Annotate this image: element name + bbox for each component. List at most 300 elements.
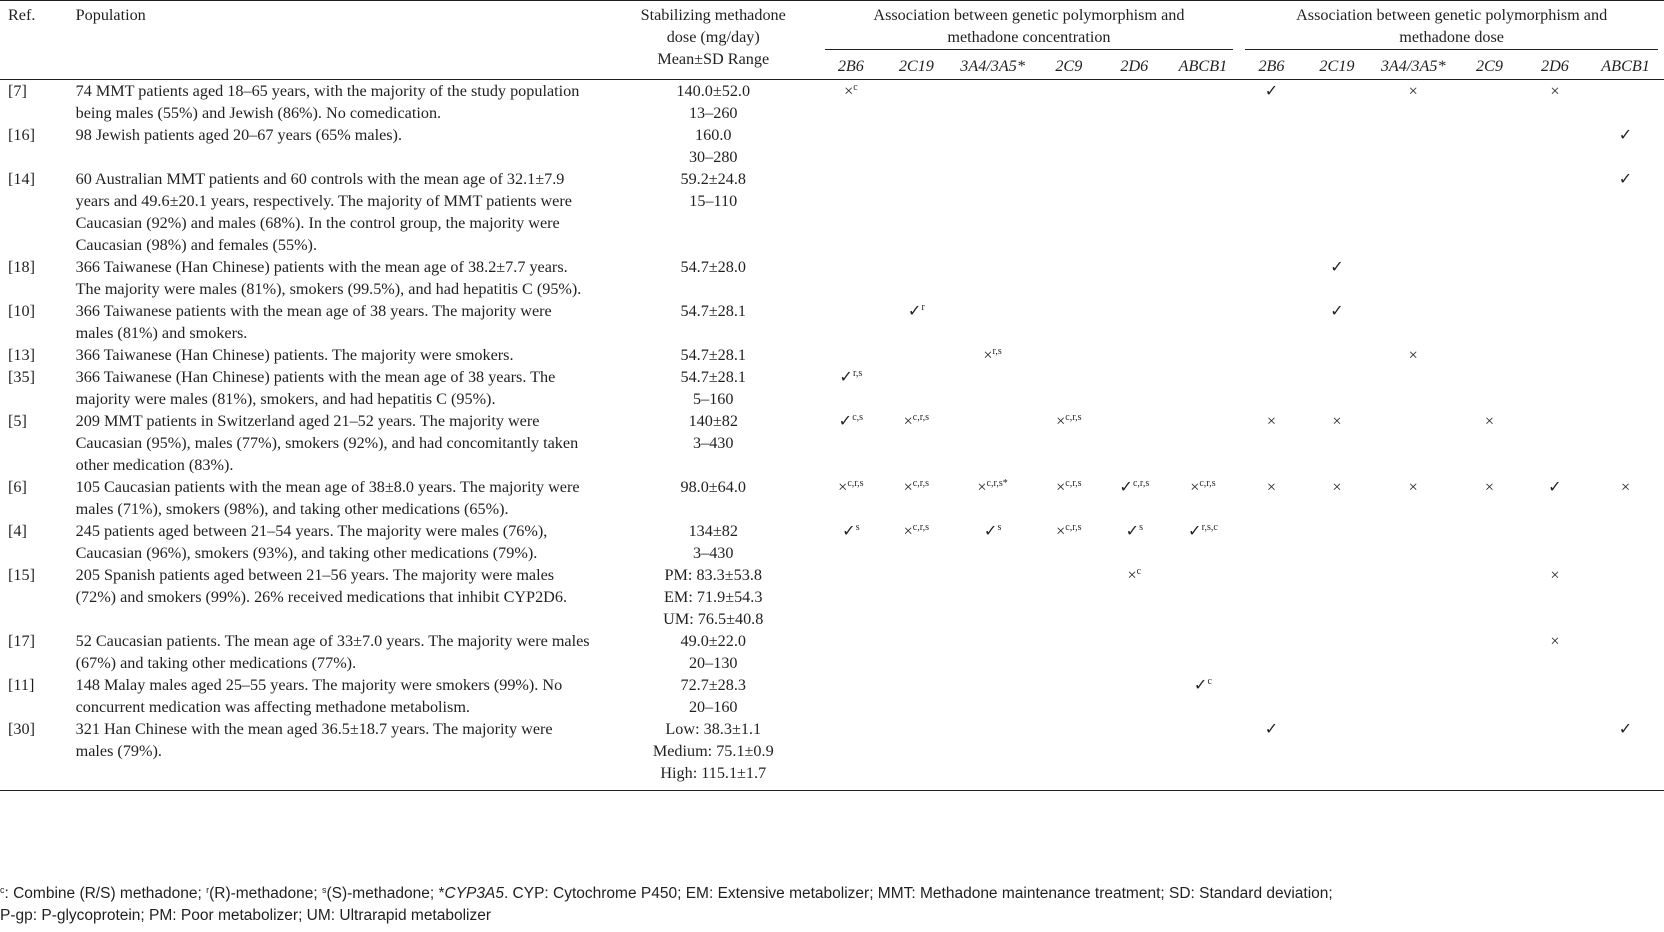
cell-population: 98 Jewish patients aged 20–67 years (65% males). [75,126,402,144]
mark-superscript: c,r,s [1065,412,1082,423]
cell-dose [608,476,819,520]
cell-association [1102,300,1166,344]
cell-association [1587,80,1664,125]
cell-association [950,674,1036,718]
cell-dose [608,520,819,564]
cross-mark: × [1266,478,1277,496]
cell-association [1239,80,1303,125]
cell-dose-line: 134±82 [688,522,738,540]
cell-association [1036,564,1103,630]
cell-association [1587,366,1664,410]
table-row [0,366,1664,410]
cell-association [950,520,1036,564]
table-row [0,476,1664,520]
table-row [0,124,1664,168]
check-mark: ✓ [1618,170,1633,188]
cell-association [1102,256,1166,300]
cell-population: 366 Taiwanese (Han Chinese) patients with the mean age of 38 years. The majority were males (81%), smokers, and had hepatitis C (95%). [75,368,556,408]
check-mark: ✓ [1548,478,1562,496]
cell-dose-line: 54.7±28.1 [680,368,747,386]
cell-association [1304,718,1371,791]
cell-association [1167,256,1240,300]
mark-superscript: c,r,s [912,478,930,489]
check-mark: ✓ [842,522,856,540]
cell-association [1239,410,1303,476]
cell-association [1036,344,1103,366]
table-row [0,674,1664,718]
cross-mark: × [1550,82,1560,100]
mark-superscript: s [855,522,860,533]
cell-dose-line: 140±82 [688,412,738,430]
cell-association [1239,718,1303,791]
cell-association [1587,520,1664,564]
cell-dose-line: 20–160 [688,698,738,716]
check-mark: ✓ [1618,720,1633,738]
cell-association [1523,718,1587,791]
cell-association [1036,410,1103,476]
header-dose [608,1,819,80]
cell-association [1239,520,1303,564]
cell-association [1587,674,1664,718]
cell-association [819,168,883,256]
cell-association [1167,410,1240,476]
footnote-sup: r [206,885,210,895]
cell-association [1036,674,1103,718]
cell-association [1587,300,1664,344]
header-group-line: Association between genetic polymorphism and [1296,6,1608,24]
cell-ref: [4] [8,522,27,540]
cell-dose [608,674,819,718]
header-group-line: Association between genetic polymorphism and [873,6,1185,24]
header-dose-line: Mean±SD Range [657,50,770,68]
cell-association [883,168,950,256]
cell-dose-line: Medium: 75.1±0.9 [652,742,774,760]
cell-association [1523,674,1587,718]
cell-dose-line: 15–110 [689,192,738,210]
cell-association [819,674,883,718]
cell-association [1370,256,1456,300]
cell-dose [608,124,819,168]
cross-mark: × [1332,412,1342,430]
cell-association [1239,630,1303,674]
cell-dose [608,630,819,674]
cross-mark: × [1550,632,1560,650]
cell-population: 60 Australian MMT patients and 60 controls with the mean age of 32.1±7.9 years and 49.6±20.1 years, respectively. The majority of MMT patients were Caucasian (92%) and males (68%). In the control group, the majority were Caucasian (98%) and females (55%). [75,170,572,254]
cell-association [883,80,950,125]
cell-association [950,344,1036,366]
cell-population: 52 Caucasian patients. The mean age of 33±7.0 years. The majority were males (67%) and taking other medications (77%). [75,632,590,672]
mark-superscript: s [997,522,1002,533]
cell-dose-line: 54.7±28.0 [680,258,747,276]
cell-dose-line: 59.2±24.8 [680,170,747,188]
cell-association [1456,168,1523,256]
cell-association [1239,168,1303,256]
cell-population: 366 Taiwanese patients with the mean age of 38 years. The majority were males (81%) and smokers. [75,302,552,342]
check-mark: ✓ [1125,522,1140,540]
cell-association [1370,718,1456,791]
cell-population: 74 MMT patients aged 18–65 years, with the majority of the study population being males (55%) and Jewish (86%). No comedication. [75,82,580,122]
footnote-text: (R)-methadone; [209,885,322,902]
cross-mark: × [983,346,993,364]
cell-ref: [15] [8,566,35,584]
cell-association [1456,300,1523,344]
mark-superscript: c [1207,676,1212,687]
cell-dose-line: 49.0±22.0 [680,632,747,650]
cell-dose [608,256,819,300]
check-mark: ✓ [1330,302,1344,320]
mark-superscript: c,r,s [847,478,864,489]
cross-mark: × [1484,478,1495,496]
cell-association [1167,718,1240,791]
cell-association [1370,168,1456,256]
cell-association [1370,124,1456,168]
cell-dose-line: 54.7±28.1 [680,302,747,320]
cross-mark: × [1056,412,1066,430]
cell-association [1456,256,1523,300]
mark-superscript: r,s [853,368,863,379]
cell-association [1167,124,1240,168]
cell-association [1102,168,1166,256]
cell-association [950,476,1036,520]
cell-association [1370,476,1456,520]
cell-association [1304,476,1371,520]
cell-association [1304,168,1371,256]
cell-association [1456,344,1523,366]
cell-association [1523,476,1587,520]
check-mark: ✓ [983,522,998,540]
cell-dose-line: 13–260 [688,104,738,122]
cell-association [1587,410,1664,476]
cell-association [1523,366,1587,410]
cell-ref: [7] [8,82,27,100]
cell-association [1036,300,1103,344]
mark-superscript: c,r,s [1132,478,1150,489]
cell-association [1167,630,1240,674]
cell-association [1036,630,1103,674]
cell-association [1102,674,1166,718]
header-dose-line: Stabilizing methadone [640,6,786,24]
mark-superscript: c,r,s [912,522,930,533]
table-row [0,344,1664,366]
cell-dose-line: 5–160 [693,390,734,408]
table-row [0,718,1664,791]
cell-association [883,674,950,718]
header-gene-dose: 2B6 [1239,52,1303,80]
footnote-line-2: P-gp: P-glycoprotein; PM: Poor metabolizer; UM: Ultrarapid metabolizer [0,907,492,924]
cell-association [883,520,950,564]
header-dose-line: dose (mg/day) [666,28,760,46]
cell-association [1167,344,1240,366]
mark-superscript: c,r,s [1199,478,1216,489]
cell-association [883,344,950,366]
cell-dose-line: 160.0 [695,126,732,144]
cell-association [883,300,950,344]
cell-association [1102,630,1166,674]
cell-dose-line: EM: 71.9±54.3 [664,588,763,606]
cell-association [1523,630,1587,674]
cell-ref: [18] [8,258,35,276]
cell-association [819,124,883,168]
cell-association [1304,344,1371,366]
cell-ref: [10] [8,302,35,320]
header-group-dose [1239,1,1664,53]
cell-association [1167,168,1240,256]
cross-mark: × [1127,566,1137,584]
check-mark: ✓ [839,368,853,386]
cell-association [883,124,950,168]
cross-mark: × [1332,478,1342,496]
cell-association [1239,300,1303,344]
cell-population: 366 Taiwanese (Han Chinese) patients with the mean age of 38.2±7.7 years. The majority were males (81%), smokers (99.5%), and had hepatitis C (95%). [75,258,582,298]
cell-population: 105 Caucasian patients with the mean age of 38±8.0 years. The majority were males (71%), smokers (98%), and taking other medications (65%). [75,478,580,518]
cross-mark: × [1621,478,1631,496]
cell-association [950,366,1036,410]
cell-ref: [13] [8,346,35,364]
cell-association [1167,564,1240,630]
cross-mark: × [1190,478,1200,496]
check-mark: ✓ [1330,258,1344,276]
cell-population: 245 patients aged between 21–54 years. The majority were males (76%), Caucasian (96%), smokers (93%), and taking other medications (79%). [75,522,548,562]
cell-dose [608,366,819,410]
cell-association [1456,564,1523,630]
cross-mark: × [844,82,854,100]
cell-association [883,410,950,476]
cell-population: 148 Malay males aged 25–55 years. The majority were smokers (99%). No concurrent medication was affecting methadone metabolism. [75,676,563,716]
cell-association [1036,520,1103,564]
cell-association [1370,564,1456,630]
check-mark: ✓ [1264,720,1279,738]
cell-association [819,476,883,520]
check-mark: ✓ [1119,478,1133,496]
footnote-text: (S)-methadone; * [326,885,445,902]
cell-association [819,300,883,344]
cross-mark: × [838,478,848,496]
cross-mark: × [1056,478,1066,496]
cell-association [1456,520,1523,564]
cell-dose-line: 30–280 [688,148,738,166]
footnote-text: . CYP: Cytochrome P450; EM: Extensive metabolizer; MMT: Methadone maintenance treatment; SD: Standard deviation; [503,885,1333,902]
cell-dose [608,718,819,791]
cross-mark: × [1484,412,1495,430]
cell-association [819,410,883,476]
cell-association [1370,366,1456,410]
mark-superscript: c [853,82,858,93]
cell-ref: [35] [8,368,35,386]
cell-ref: [11] [8,676,35,694]
cell-ref: [17] [8,632,35,650]
cell-association [1036,366,1103,410]
cell-association [950,168,1036,256]
cell-association [1036,718,1103,791]
cell-association [1523,168,1587,256]
cell-dose-line: UM: 76.5±40.8 [663,610,764,628]
mark-superscript: c [1136,566,1142,577]
cell-association [1167,520,1240,564]
cell-association [819,520,883,564]
cell-association [1239,124,1303,168]
cross-mark: × [903,412,913,430]
cell-association [1304,124,1371,168]
cell-association [819,718,883,791]
cell-association [883,256,950,300]
cell-association [1102,366,1166,410]
cell-association [819,366,883,410]
cell-association [1102,344,1166,366]
cell-association [1102,564,1166,630]
cell-dose-line: PM: 83.3±53.8 [664,566,762,584]
cell-association [1587,344,1664,366]
cell-population: 321 Han Chinese with the mean aged 36.5±18.7 years. The majority were males (79%). [72,718,608,791]
cell-association [1587,718,1664,791]
cell-association [950,300,1036,344]
cell-association [1370,520,1456,564]
mark-superscript: c,r,s [1065,522,1082,533]
mark-superscript: s [1139,522,1144,533]
cell-association [1523,80,1587,125]
table-row [0,630,1664,674]
cell-association [1370,630,1456,674]
mark-superscript: c,r,s [912,412,930,423]
header-gene-dose: 2C19 [1304,52,1371,80]
table-row [0,410,1664,476]
cell-association [1102,410,1166,476]
cell-dose-line: Low: 38.3±1.1 [665,720,762,738]
header-group-line: methadone concentration [947,28,1111,46]
header-gene-dose: 2C9 [1456,52,1523,80]
check-mark: ✓ [1618,126,1633,144]
cell-association [1456,124,1523,168]
cell-association [1304,564,1371,630]
mark-superscript: r,s,c [1201,522,1218,533]
cell-population: 366 Taiwanese (Han Chinese) patients. The majority were smokers. [75,346,514,364]
cell-population: 205 Spanish patients aged between 21–56 years. The majority were males (72%) and smokers (99%). 26% received medications that inhibit CYP2D6. [75,566,567,606]
cell-association [1587,564,1664,630]
cell-ref: [30] [0,718,72,791]
header-gene-conc: ABCB1 [1167,52,1240,80]
cell-association [1456,366,1523,410]
cell-association [1167,366,1240,410]
cell-association [1456,674,1523,718]
cell-association [1370,674,1456,718]
cell-association [950,256,1036,300]
header-ref: Ref. [0,1,72,80]
cell-association [1102,520,1166,564]
cell-association [1239,476,1303,520]
check-mark: ✓ [838,412,853,430]
header-group-concentration [819,1,1240,53]
cell-dose-line: 3–430 [693,544,734,562]
table-row [0,80,1664,125]
header-gene-conc: 2C9 [1036,52,1103,80]
mark-superscript: r,s [992,346,1002,357]
cell-association [1304,630,1371,674]
header-gene-conc: 2C19 [883,52,950,80]
cell-association [1167,300,1240,344]
cross-mark: × [903,478,913,496]
cell-association [1167,80,1240,125]
table-row [0,168,1664,256]
cell-association [1102,476,1166,520]
check-mark: ✓ [1187,522,1202,540]
cell-association [1456,630,1523,674]
cell-dose-line: 54.7±28.1 [680,346,747,364]
cell-association [1456,80,1523,125]
cell-association [1304,80,1371,125]
footnote-line-1 [0,883,1664,905]
cell-dose [608,300,819,344]
cell-association [1239,256,1303,300]
header-gene-dose: 2D6 [1523,52,1587,80]
cell-association [1523,344,1587,366]
header-gene-dose: ABCB1 [1587,52,1664,80]
header-population: Population [72,1,608,80]
cell-association [1370,344,1456,366]
table-row [0,300,1664,344]
cell-association [883,718,950,791]
cell-association [1167,674,1240,718]
cell-association [950,80,1036,125]
cell-dose-line: 98.0±64.0 [680,478,747,496]
cell-association [819,344,883,366]
cell-association [1456,410,1523,476]
cell-association [1239,366,1303,410]
table-row [0,520,1664,564]
cell-dose-line: High: 115.1±1.7 [660,764,767,782]
cell-association [1239,344,1303,366]
mark-superscript: c,r,s* [986,478,1008,489]
cell-association [1523,564,1587,630]
cross-mark: × [1408,346,1418,364]
cross-mark: × [1408,82,1418,100]
cell-association [1370,410,1456,476]
cell-association [1036,476,1103,520]
cell-association [1239,564,1303,630]
mark-superscript: c,s [852,412,864,423]
cell-association [1304,366,1371,410]
cross-mark: × [977,478,987,496]
cell-association [1523,410,1587,476]
cell-association [1523,124,1587,168]
header-gene-dose: 3A4/3A5* [1370,52,1456,80]
cell-association [883,476,950,520]
cell-dose [608,344,819,366]
cell-dose-line: 140.0±52.0 [676,82,751,100]
cell-association [950,630,1036,674]
cell-association [1456,718,1523,791]
cross-mark: × [1266,412,1277,430]
check-mark: ✓ [1264,82,1279,100]
cell-association [1587,630,1664,674]
cell-dose [608,168,819,256]
cross-mark: × [1550,566,1560,584]
cell-association [1523,256,1587,300]
check-mark: ✓ [1193,676,1208,694]
cell-association [1239,674,1303,718]
cell-association [1304,520,1371,564]
cell-association [1304,674,1371,718]
cell-association [1036,168,1103,256]
cell-association [819,630,883,674]
cell-association [1304,300,1371,344]
cell-ref: [5] [8,412,27,430]
header-gene-conc: 2B6 [819,52,883,80]
cell-association [1167,476,1240,520]
cell-dose-line: 3–430 [693,434,734,452]
cell-association [1523,300,1587,344]
cell-association [1036,80,1103,125]
cell-population: 209 MMT patients in Switzerland aged 21–52 years. The majority were Caucasian (95%), males (77%), smokers (92%), and had concomitantly taken other medication (83%). [75,412,579,474]
cell-association [1036,124,1103,168]
